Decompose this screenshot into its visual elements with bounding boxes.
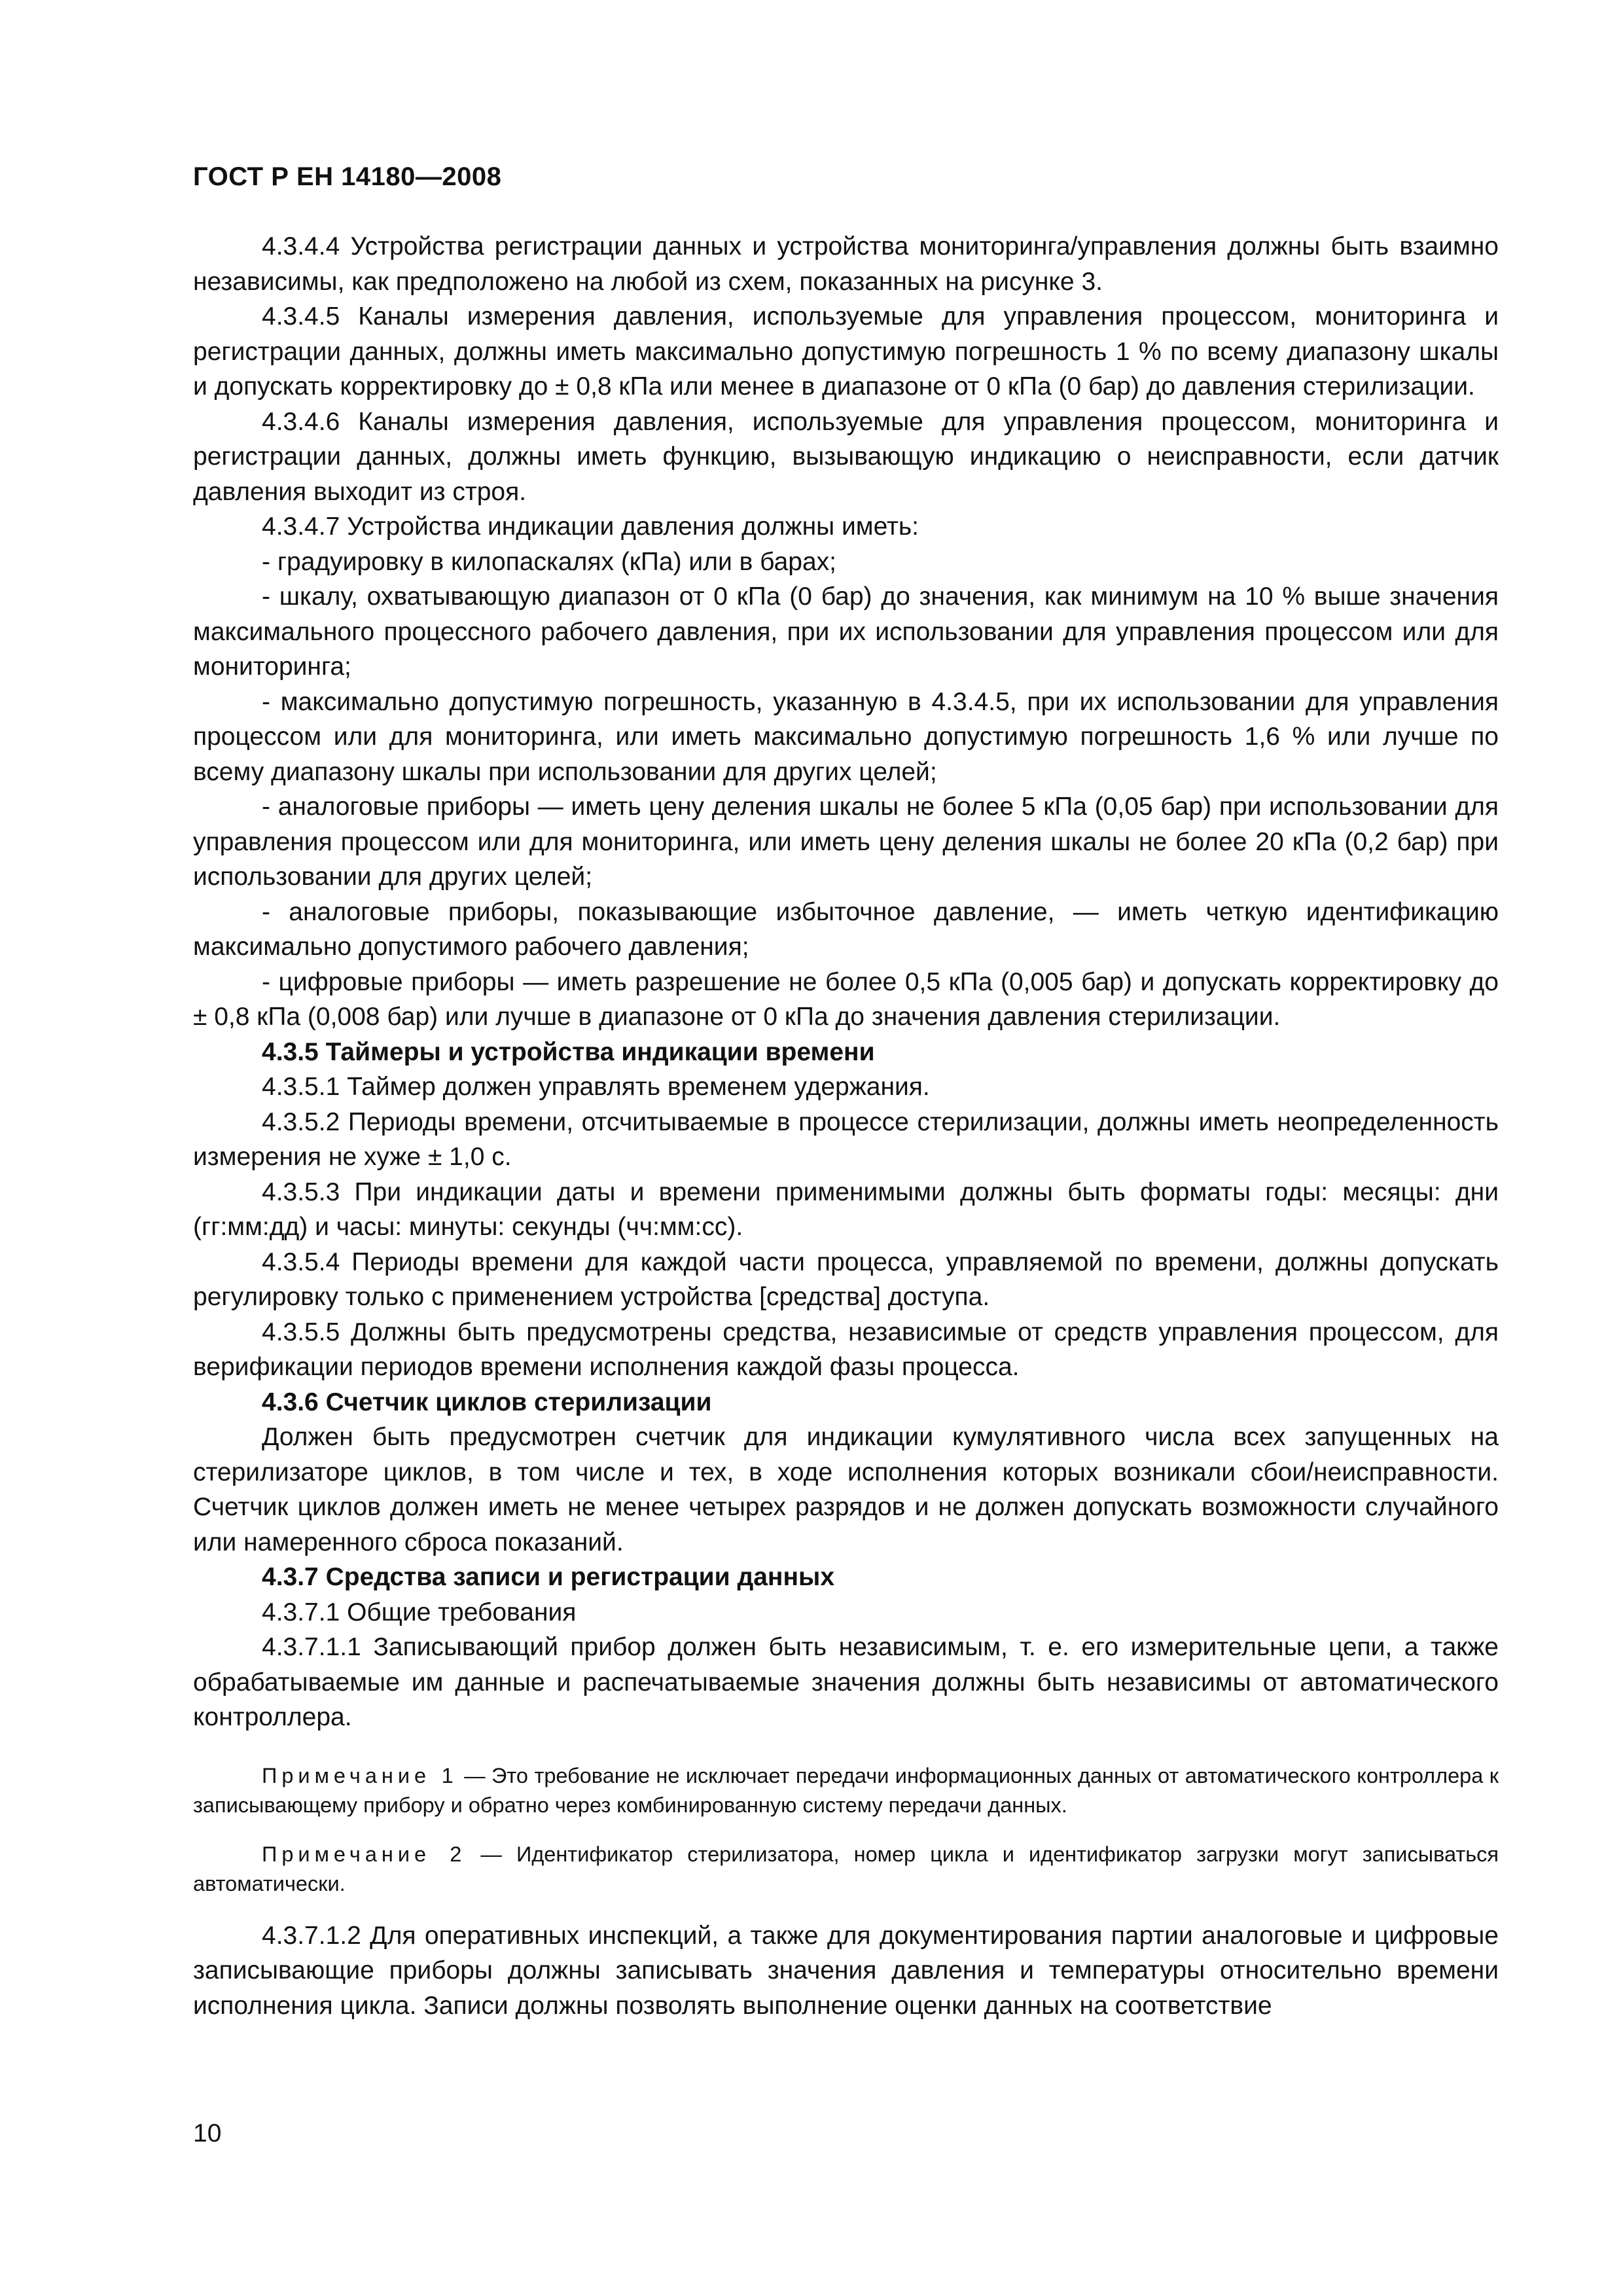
clause-4-3-4-5: 4.3.4.5 Каналы измерения давления, используемые для управления процессом, мониторинга и регистрации данных, должны иметь максимально допустимую погрешность 1 % по всему диапазону шкалы и допускать корректировку до ± 0,8 кПа или менее в диапазоне от 0 кПа (0 бар) до давления стерилизации. xyxy=(193,302,1499,401)
clause-4-3-5-5: 4.3.5.5 Должны быть предусмотрены средства, независимые от средств управления процессом, для верификации периодов времени исполнения каждой фазы процесса. xyxy=(193,1318,1499,1381)
clause-4-3-4-7: 4.3.4.7 Устройства индикации давления должны иметь: xyxy=(262,512,919,541)
note-1 xyxy=(193,1761,1499,1820)
page-body xyxy=(193,229,1499,2023)
clause-4-3-5-2: 4.3.5.2 Периоды времени, отсчитываемые в процессе стерилизации, должны иметь неопределенность измерения не хуже ± 1,0 с. xyxy=(193,1107,1499,1171)
clause-4-3-6-text: Должен быть предусмотрен счетчик для индикации кумулятивного числа всех запущенных на стерилизаторе циклов, в том числе и тех, в ходе исполнения которых возникали сбои/неисправности. Счетчик циклов должен иметь не менее четырех разрядов и не должен допускать возможности случайного или намеренного сброса показаний. xyxy=(193,1423,1499,1556)
list-item: - градуировку в килопаскалях (кПа) или в барах; xyxy=(262,547,836,576)
note-2 xyxy=(193,1840,1499,1899)
standard-header: ГОСТ Р ЕН 14180—2008 xyxy=(193,162,502,191)
clause-4-3-7-1: 4.3.7.1 Общие требования xyxy=(262,1598,577,1626)
clause-4-3-7-1-2: 4.3.7.1.2 Для оперативных инспекций, а также для документирования партии аналоговые и цифровые записывающие приборы должны записывать значения давления и температуры относительно времени исполнения цикла. Записи должны позволять выполнение оценки данных на соответствие xyxy=(193,1921,1499,2020)
clause-4-3-5-1: 4.3.5.1 Таймер должен управлять временем удержания. xyxy=(262,1073,930,1101)
list-item: - аналоговые приборы — иметь цену деления шкалы не более 5 кПа (0,05 бар) при использовании для управления процессом или для мониторинга, или иметь цену деления шкалы не более 20 кПа (0,2 бар) при использовании для других целей; xyxy=(193,793,1499,891)
section-heading-4-3-5: 4.3.5 Таймеры и устройства индикации времени xyxy=(262,1037,875,1066)
clause-4-3-7-1-1: 4.3.7.1.1 Записывающий прибор должен быть независимым, т. е. его измерительные цепи, а также обрабатываемые им данные и распечатываемые значения должны быть независимы от автоматического контроллера. xyxy=(193,1633,1499,1731)
clause-4-3-5-4: 4.3.5.4 Периоды времени для каждой части процесса, управляемой по времени, должны допускать регулировку только с применением устройства [средства] доступа. xyxy=(193,1247,1499,1311)
clause-4-3-5-3: 4.3.5.3 При индикации даты и времени применимыми должны быть форматы годы: месяцы: дни (гг:мм:дд) и часы: минуты: секунды (чч:мм:сс). xyxy=(193,1177,1499,1241)
list-item: - максимально допустимую погрешность, указанную в 4.3.4.5, при их использовании для управления процессом или для мониторинга, или иметь максимально допустимую погрешность 1,6 % или лучше по всему диапазону шкалы при использовании для других целей; xyxy=(193,687,1499,786)
list-item: - аналоговые приборы, показывающие избыточное давление, — иметь четкую идентификацию максимально допустимого рабочего давления; xyxy=(193,897,1499,961)
note-label: Примечание 2 xyxy=(262,1842,467,1866)
note-text: — Это требование не исключает передачи информационных данных от автоматического контроллера к записывающему прибору и обратно через комбинированную систему передачи данных. xyxy=(193,1763,1499,1817)
section-heading-4-3-6: 4.3.6 Счетчик циклов стерилизации xyxy=(262,1388,712,1416)
section-heading-4-3-7: 4.3.7 Средства записи и регистрации данных xyxy=(262,1563,835,1591)
note-label: Примечание 1 xyxy=(262,1763,458,1787)
clause-4-3-4-4: 4.3.4.4 Устройства регистрации данных и устройства мониторинга/управления должны быть взаимно независимы, как предположено на любой из схем, показанных на рисунке 3. xyxy=(193,232,1499,296)
list-item: - шкалу, охватывающую диапазон от 0 кПа (0 бар) до значения, как минимум на 10 % выше значения максимального процессного рабочего давления, при их использовании для управления процессом или для мониторинга; xyxy=(193,583,1499,681)
clause-4-3-4-6: 4.3.4.6 Каналы измерения давления, используемые для управления процессом, мониторинга и регистрации данных, должны иметь функцию, вызывающую индикацию о неисправности, если датчик давления выходит из строя. xyxy=(193,407,1499,506)
page-number: 10 xyxy=(193,2119,222,2147)
note-text: — Идентификатор стерилизатора, номер цикла и идентификатор загрузки могут записываться автоматически. xyxy=(193,1842,1499,1895)
list-item: - цифровые приборы — иметь разрешение не более 0,5 кПа (0,005 бар) и допускать корректировку до ± 0,8 кПа (0,008 бар) или лучше в диапазоне от 0 кПа до значения давления стерилизации. xyxy=(193,967,1499,1031)
